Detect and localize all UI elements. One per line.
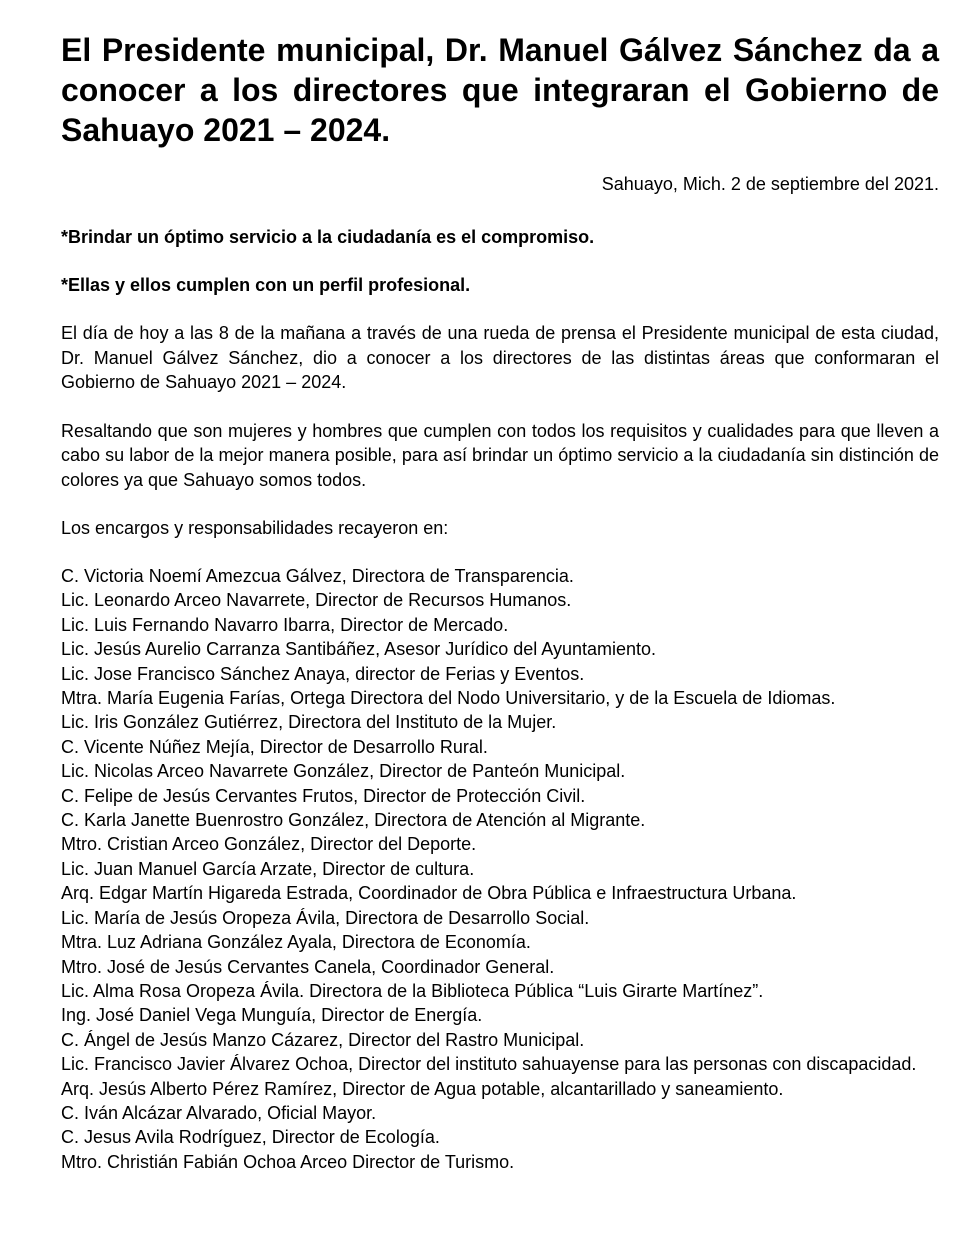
appointment-item: Lic. Alma Rosa Oropeza Ávila. Directora de la Biblioteca Pública “Luis Girarte Martínez”. [61, 980, 764, 1001]
highlight-bullet: *Brindar un óptimo servicio a la ciudadanía es el compromiso. [61, 227, 595, 247]
appointment-item: C. Ángel de Jesús Manzo Cázarez, Director del Rastro Municipal. [61, 1029, 585, 1050]
appointment-item: Lic. Juan Manuel García Arzate, Director de cultura. [61, 858, 475, 879]
appointment-item: Lic. Luis Fernando Navarro Ibarra, Director de Mercado. [61, 614, 509, 635]
appointment-item: C. Jesus Avila Rodríguez, Director de Ecología. [61, 1127, 440, 1148]
appointment-item: Lic. Jesús Aurelio Carranza Santibáñez, Asesor Jurídico del Ayuntamiento. [61, 639, 657, 660]
appointment-item: Mtra. Luz Adriana González Ayala, Directora de Economía. [61, 932, 531, 953]
body-paragraph: Resaltando que son mujeres y hombres que cumplen con todos los requisitos y cualidades para que lleven a cabo su labor de la mejor manera posible, para así brindar un óptimo servicio a la ciudadanía sin distinción de colores ya que Sahuayo somos todos. [61, 420, 939, 490]
dateline: Sahuayo, Mich. 2 de septiembre del 2021. [601, 174, 939, 194]
appointment-item: Arq. Edgar Martín Higareda Estrada, Coordinador de Obra Pública e Infraestructura Urbana. [61, 883, 797, 904]
appointment-item: Lic. Iris González Gutiérrez, Directora del Instituto de la Mujer. [61, 712, 557, 733]
appointment-item: C. Karla Janette Buenrostro González, Directora de Atención al Migrante. [61, 810, 646, 831]
press-release [61, 30, 939, 1174]
appointment-item: C. Victoria Noemí Amezcua Gálvez, Directora de Transparencia. [61, 566, 574, 586]
appointment-item: Lic. Leonardo Arceo Navarrete, Director de Recursos Humanos. [61, 590, 572, 611]
appointment-item: Lic. María de Jesús Oropeza Ávila, Directora de Desarrollo Social. [61, 907, 590, 928]
appointment-item: Mtro. Cristian Arceo González, Director del Deporte. [61, 834, 477, 855]
highlight-bullet: *Ellas y ellos cumplen con un perfil profesional. [61, 275, 471, 295]
appointments-list [61, 564, 939, 1174]
headline: El Presidente municipal, Dr. Manuel Gálvez Sánchez da a conocer a los directores que integraran el Gobierno de Sahuayo 2021 – 2024. [61, 32, 939, 148]
appointment-item: Lic. Nicolas Arceo Navarrete González, Director de Panteón Municipal. [61, 761, 626, 782]
appointment-item: Mtro. Christián Fabián Ochoa Arceo Director de Turismo. [61, 1151, 515, 1172]
body-paragraph: El día de hoy a las 8 de la mañana a través de una rueda de prensa el Presidente municipal de esta ciudad, Dr. Manuel Gálvez Sánchez, dio a conocer a los directores de las distintas áreas que conformaran el Gobierno de Sahuayo 2021 – 2024. [61, 323, 939, 392]
appointment-item: Lic. Francisco Javier Álvarez Ochoa, Director del instituto sahuayense para las personas con discapacidad. [61, 1054, 917, 1075]
appointment-item: C. Vicente Núñez Mejía, Director de Desarrollo Rural. [61, 736, 488, 757]
appointment-item: Ing. José Daniel Vega Munguía, Director de Energía. [61, 1005, 483, 1026]
appointment-item: Lic. Jose Francisco Sánchez Anaya, director de Ferias y Eventos. [61, 663, 585, 684]
list-intro: Los encargos y responsabilidades recayeron en: [61, 518, 449, 538]
appointment-item: Mtra. María Eugenia Farías, Ortega Directora del Nodo Universitario, y de la Escuela de Idiomas. [61, 688, 836, 709]
appointment-item: C. Felipe de Jesús Cervantes Frutos, Director de Protección Civil. [61, 785, 586, 806]
appointment-item: C. Iván Alcázar Alvarado, Oficial Mayor. [61, 1102, 377, 1123]
appointment-item: Mtro. José de Jesús Cervantes Canela, Coordinador General. [61, 956, 555, 977]
appointment-item: Arq. Jesús Alberto Pérez Ramírez, Director de Agua potable, alcantarillado y saneamiento. [61, 1078, 784, 1099]
